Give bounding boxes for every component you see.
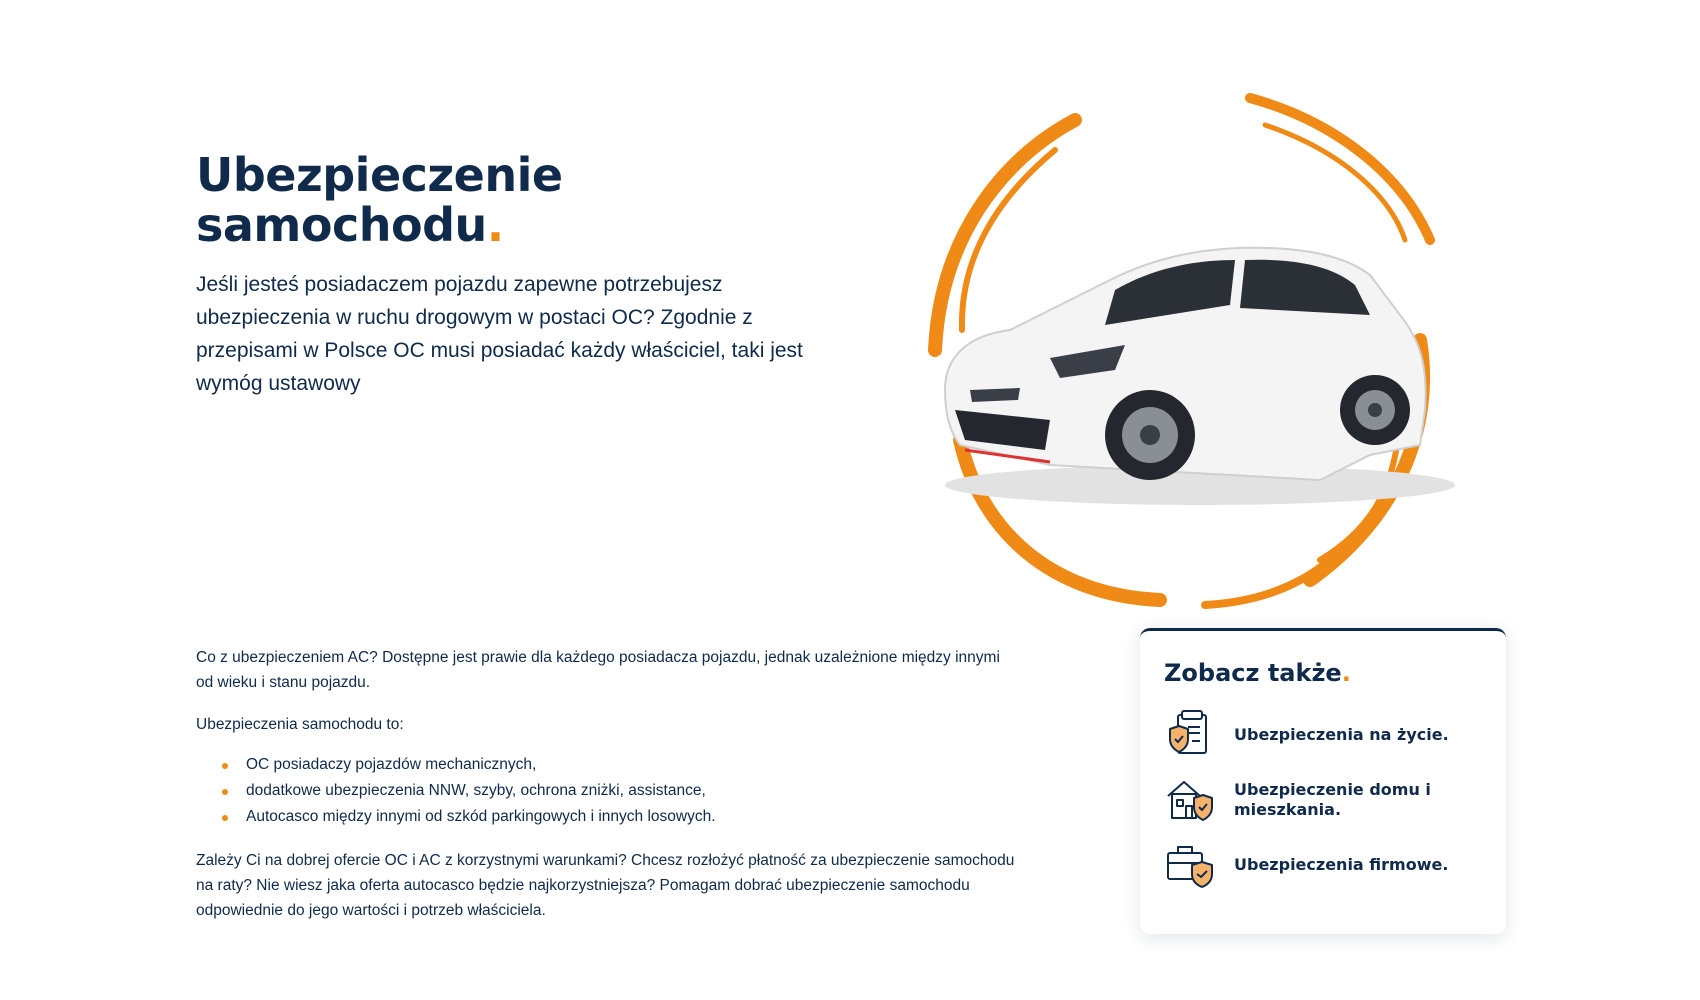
see-also-link-business-insurance[interactable] xyxy=(1164,837,1482,893)
article-body xyxy=(196,645,1016,940)
see-also-card xyxy=(1140,628,1506,934)
see-also-link-life-insurance[interactable] xyxy=(1164,707,1482,763)
title-accent-dot: . xyxy=(1341,659,1351,687)
page-title xyxy=(196,150,756,250)
see-also-link-label: Ubezpieczenie domu i mieszkania. xyxy=(1234,780,1431,819)
page-title-line-1: Ubezpieczenie xyxy=(196,148,563,202)
life-insurance-document-shield-icon xyxy=(1164,709,1216,761)
list-item: dodatkowe ubezpieczenia NNW, szyby, ochrona zniżki, assistance, xyxy=(222,778,1016,804)
page-title-line-2 xyxy=(196,200,756,250)
hero-car-illustration xyxy=(900,90,1480,630)
article-paragraph-ac: Co z ubezpieczeniem AC? Dostępne jest prawie dla każdego posiadacza pojazdu, jednak uzależnione między innymi od wieku i stanu pojazdu. xyxy=(196,649,1000,691)
page-title-line-2-text: samochodu xyxy=(196,198,487,252)
article-paragraph-intro-list: Ubezpieczenia samochodu to: xyxy=(196,716,404,733)
home-insurance-house-shield-icon xyxy=(1164,774,1216,826)
insurance-types-list xyxy=(196,752,1016,830)
see-also-link-home-insurance[interactable] xyxy=(1164,772,1482,828)
article-paragraph-offer: Zależy Ci na dobrej ofercie OC i AC z korzystnymi warunkami? Chcesz rozłożyć płatność za ubezpieczenie samochodu na raty? Nie wiesz jaka oferta autocasco będzie najkorzystniejsza? Pomagam dobrać ubezpieczenie samochodu odpowiednie do jego wartości i potrzeb właściciela. xyxy=(196,852,1015,919)
see-also-title-text: Zobacz także xyxy=(1164,659,1342,687)
list-item: OC posiadaczy pojazdów mechanicznych, xyxy=(222,752,1016,778)
list-item: Autocasco między innymi od szkód parkingowych i innych losowych. xyxy=(222,804,1016,830)
see-also-link-label: Ubezpieczenia firmowe. xyxy=(1234,855,1449,874)
see-also-link-label: Ubezpieczenia na życie. xyxy=(1234,725,1449,744)
see-also-title xyxy=(1164,659,1482,687)
hero-description: Jeśli jesteś posiadaczem pojazdu zapewne potrzebujesz ubezpieczenia w ruchu drogowym w postaci OC? Zgodnie z przepisami w Polsce OC musi posiadać każdy właściciel, taki jest wymóg ustawowy xyxy=(196,273,803,395)
business-insurance-briefcase-shield-icon xyxy=(1164,839,1216,891)
title-accent-dot: . xyxy=(486,198,504,252)
